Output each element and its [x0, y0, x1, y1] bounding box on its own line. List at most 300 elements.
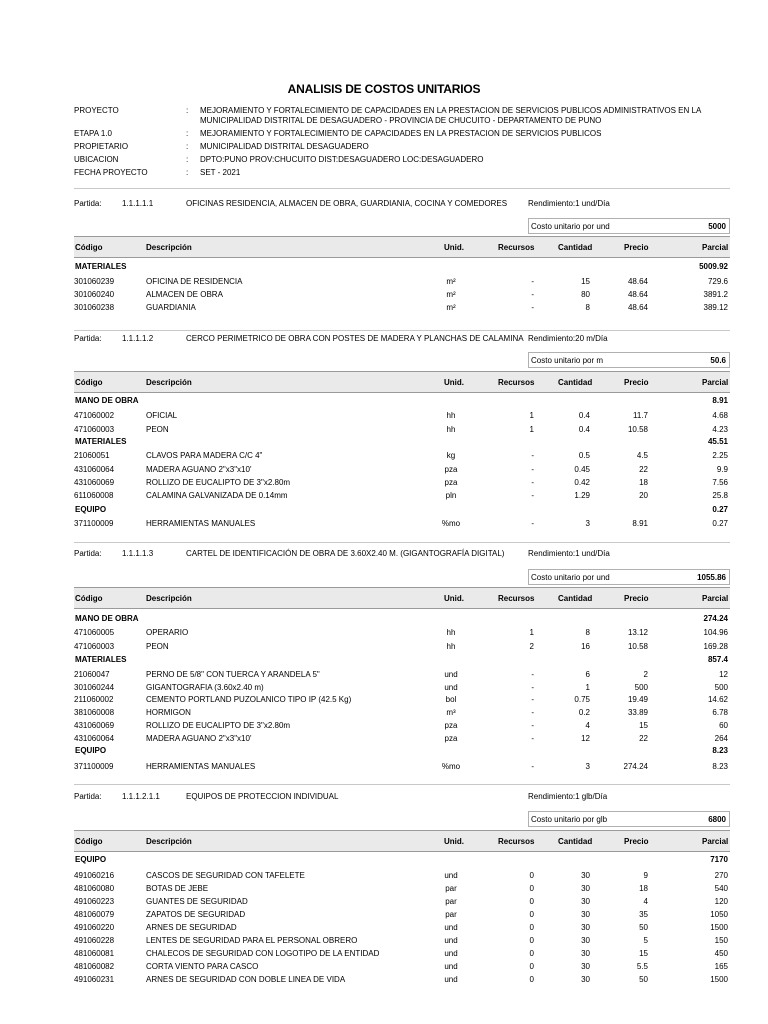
cell-recursos: - [531, 465, 534, 474]
table-row [74, 518, 730, 530]
unit-cost-value: 5000 [708, 222, 726, 231]
cell-precio: 18 [639, 478, 648, 487]
cell-cantidad: 1.29 [574, 491, 590, 500]
header-recursos: Recursos [498, 378, 535, 387]
header-descripcion: Descripción [146, 243, 192, 252]
group-name: MATERIALES [75, 437, 127, 446]
resource-group-header [74, 854, 730, 866]
cell-parcial: 4.68 [712, 411, 728, 420]
cell-codigo: 371100009 [74, 762, 114, 771]
cell-descripcion: ARNES DE SEGURIDAD CON DOBLE LINEA DE VIDA [146, 975, 346, 984]
unit-cost-label: Costo unitario por glb [531, 815, 608, 824]
cell-descripcion: PERNO DE 5/8" CON TUERCA Y ARANDELA 5" [146, 670, 320, 679]
partida-label: Partida: [74, 199, 102, 208]
cell-codigo: 21060051 [74, 451, 110, 460]
cell-precio: 500 [634, 683, 648, 692]
cell-unid: hh [446, 425, 456, 434]
header-key: FECHA PROYECTO [74, 168, 148, 177]
unit-cost-box [528, 218, 730, 234]
cell-recursos: 0 [529, 897, 534, 906]
cell-recursos: 0 [529, 871, 534, 880]
cell-unid: kg [446, 451, 456, 460]
header-precio: Precio [624, 243, 649, 252]
cell-precio: 22 [639, 734, 648, 743]
section-divider [74, 784, 730, 785]
header-key: UBICACION [74, 155, 119, 164]
cell-codigo: 491060228 [74, 936, 115, 945]
group-name: MATERIALES [75, 655, 127, 664]
cell-descripcion: CHALECOS DE SEGURIDAD CON LOGOTIPO DE LA ENTIDAD [146, 949, 380, 958]
table-row [74, 935, 730, 947]
cell-codigo: 431060069 [74, 721, 115, 730]
cell-cantidad: 3 [585, 519, 590, 528]
table-row [74, 707, 730, 719]
header-value: SET - 2021 [200, 168, 241, 177]
cell-cantidad: 30 [581, 884, 590, 893]
table-row [74, 922, 730, 934]
cell-descripcion: GIGANTOGRAFIA (3.60x2.40 m) [146, 683, 264, 692]
cell-descripcion: BOTAS DE JEBE [146, 884, 209, 893]
header-colon: : [186, 142, 189, 151]
cell-codigo: 471060005 [74, 628, 115, 637]
partida-label: Partida: [74, 334, 102, 343]
cell-cantidad: 0.2 [578, 708, 590, 717]
cell-precio: 35 [639, 910, 648, 919]
cell-codigo: 491060220 [74, 923, 115, 932]
table-row [74, 682, 730, 694]
cell-recursos: 0 [529, 962, 534, 971]
cell-cantidad: 0.75 [574, 695, 590, 704]
cell-cantidad: 0.45 [574, 465, 590, 474]
cell-unid: par [445, 897, 457, 906]
cell-parcial: 60 [719, 721, 728, 730]
table-row [74, 464, 730, 476]
cell-unid: und [444, 923, 458, 932]
cell-recursos: - [531, 491, 534, 500]
section-divider [74, 542, 730, 543]
header-row-fecha [74, 168, 734, 178]
cell-recursos: 0 [529, 936, 534, 945]
unit-cost-value: 6800 [708, 815, 726, 824]
cell-recursos: - [531, 478, 534, 487]
cell-parcial: 104.96 [703, 628, 728, 637]
cell-recursos: - [531, 451, 534, 460]
cell-codigo: 481060081 [74, 949, 115, 958]
partida-row [74, 791, 730, 803]
header-recursos: Recursos [498, 594, 535, 603]
partida-description: EQUIPOS DE PROTECCION INDIVIDUAL [186, 792, 339, 801]
cell-precio: 33.89 [627, 708, 648, 717]
cell-cantidad: 0.42 [574, 478, 590, 487]
partida-label: Partida: [74, 549, 102, 558]
cell-codigo: 211060002 [74, 695, 114, 704]
table-row [74, 641, 730, 653]
cell-precio: 48.64 [627, 303, 648, 312]
partida-label: Partida: [74, 792, 102, 801]
cell-unid: pza [444, 721, 458, 730]
section-divider [74, 330, 730, 331]
cell-recursos: 1 [529, 411, 534, 420]
group-total: 0.27 [712, 505, 728, 514]
cell-precio: 10.58 [627, 642, 648, 651]
cell-unid: hh [446, 642, 456, 651]
cell-parcial: 14.62 [707, 695, 728, 704]
cell-recursos: 0 [529, 910, 534, 919]
cell-precio: 8.91 [632, 519, 648, 528]
header-value: MUNICIPALIDAD DISTRITAL DESAGUADERO [200, 142, 369, 151]
table-row [74, 761, 730, 773]
cell-cantidad: 30 [581, 897, 590, 906]
partida-number: 1.1.1.1.1 [122, 199, 154, 208]
partida-row [74, 333, 730, 345]
cell-unid: bol [445, 695, 457, 704]
cell-unid: und [444, 975, 458, 984]
cell-codigo: 491060231 [74, 975, 115, 984]
cell-cantidad: 30 [581, 975, 590, 984]
cell-codigo: 21060047 [74, 670, 110, 679]
resource-group-header [74, 436, 730, 448]
cell-precio: 274.24 [623, 762, 648, 771]
cell-unid: hh [446, 628, 456, 637]
cell-precio: 48.64 [627, 290, 648, 299]
partida-row [74, 198, 730, 210]
header-precio: Precio [624, 837, 649, 846]
table-row [74, 477, 730, 489]
table-row [74, 627, 730, 639]
cell-parcial: 450 [714, 949, 728, 958]
resource-group-header [74, 261, 730, 273]
cell-recursos: - [531, 762, 534, 771]
table-row [74, 490, 730, 502]
cell-codigo: 491060216 [74, 871, 115, 880]
cell-descripcion: CALAMINA GALVANIZADA DE 0.14mm [146, 491, 288, 500]
resource-group-header [74, 745, 730, 757]
cell-recursos: - [531, 290, 534, 299]
table-row [74, 424, 730, 436]
partida-description: OFICINAS RESIDENCIA, ALMACEN DE OBRA, GUARDIANIA, COCINA Y COMEDORES [186, 199, 508, 208]
cell-codigo: 381060008 [74, 708, 115, 717]
partida-number: 1.1.1.1.2 [122, 334, 154, 343]
cell-parcial: 1050 [710, 910, 728, 919]
table-row [74, 410, 730, 422]
cell-codigo: 371100009 [74, 519, 114, 528]
header-row-etapa [74, 129, 734, 139]
cell-unid: pza [444, 478, 458, 487]
cell-precio: 48.64 [627, 277, 648, 286]
cell-precio: 50 [639, 975, 648, 984]
unit-cost-value: 1055.86 [697, 573, 726, 582]
header-codigo: Código [75, 243, 103, 252]
cell-unid: m² [446, 277, 456, 286]
cell-cantidad: 1 [585, 683, 590, 692]
table-row [74, 289, 730, 301]
cell-cantidad: 30 [581, 962, 590, 971]
table-row [74, 948, 730, 960]
unit-cost-box [528, 569, 730, 585]
header-row-proyecto [74, 106, 734, 126]
cell-recursos: - [531, 734, 534, 743]
cell-unid: pln [445, 491, 457, 500]
partida-rendimiento: Rendimiento:1 und/Día [528, 549, 610, 558]
cell-parcial: 1500 [710, 975, 728, 984]
cell-parcial: 1500 [710, 923, 728, 932]
group-name: MANO DE OBRA [75, 614, 139, 623]
table-row [74, 974, 730, 986]
cell-descripcion: PEON [146, 425, 169, 434]
header-parcial: Parcial [702, 243, 729, 252]
group-total: 857.4 [707, 655, 728, 664]
partida-number: 1.1.1.1.3 [122, 549, 154, 558]
cell-unid: par [445, 910, 457, 919]
cell-descripcion: HERRAMIENTAS MANUALES [146, 762, 256, 771]
cell-recursos: 1 [529, 425, 534, 434]
resource-group-header [74, 654, 730, 666]
cell-precio: 4.5 [636, 451, 648, 460]
cell-parcial: 264 [714, 734, 728, 743]
cell-codigo: 301060240 [74, 290, 115, 299]
cell-cantidad: 8 [585, 628, 590, 637]
header-colon: : [186, 106, 189, 115]
cell-parcial: 3891.2 [703, 290, 728, 299]
cell-precio: 15 [639, 721, 648, 730]
cell-cantidad: 8 [585, 303, 590, 312]
cell-recursos: 0 [529, 975, 534, 984]
unit-cost-label: Costo unitario por und [531, 573, 610, 582]
cell-recursos: - [531, 721, 534, 730]
cell-cantidad: 0.4 [578, 411, 590, 420]
cell-cantidad: 12 [581, 734, 590, 743]
table-row [74, 883, 730, 895]
cell-cantidad: 30 [581, 910, 590, 919]
cell-descripcion: GUARDIANIA [146, 303, 196, 312]
resource-group-header [74, 395, 730, 407]
unit-cost-box [528, 352, 730, 368]
cell-descripcion: OFICIAL [146, 411, 178, 420]
header-parcial: Parcial [702, 837, 729, 846]
cell-codigo: 491060223 [74, 897, 115, 906]
cell-precio: 22 [639, 465, 648, 474]
unit-cost-label: Costo unitario por m [531, 356, 604, 365]
cell-codigo: 471060003 [74, 425, 115, 434]
header-cantidad: Cantidad [558, 837, 593, 846]
header-descripcion: Descripción [146, 837, 192, 846]
header-unid: Unid. [444, 594, 464, 603]
cell-precio: 15 [639, 949, 648, 958]
cell-precio: 2 [643, 670, 648, 679]
cell-codigo: 471060002 [74, 411, 115, 420]
cell-unid: und [444, 670, 458, 679]
cell-parcial: 500 [714, 683, 728, 692]
cell-descripcion: ZAPATOS DE SEGURIDAD [146, 910, 246, 919]
cell-parcial: 729.6 [707, 277, 728, 286]
cell-cantidad: 6 [585, 670, 590, 679]
cell-unid: par [445, 884, 457, 893]
cell-recursos: 0 [529, 949, 534, 958]
cell-descripcion: HORMIGON [146, 708, 191, 717]
partida-row [74, 548, 730, 560]
header-parcial: Parcial [702, 594, 729, 603]
cell-descripcion: MADERA AGUANO 2"x3"x10' [146, 734, 252, 743]
cell-parcial: 270 [714, 871, 728, 880]
cell-unid: hh [446, 411, 456, 420]
cell-descripcion: ALMACEN DE OBRA [146, 290, 223, 299]
header-colon: : [186, 155, 189, 164]
cell-codigo: 431060064 [74, 734, 115, 743]
group-name: MANO DE OBRA [75, 396, 139, 405]
cell-precio: 18 [639, 884, 648, 893]
group-total: 8.23 [712, 746, 728, 755]
header-row-propietario [74, 142, 734, 152]
unit-cost-box [528, 811, 730, 827]
group-name: EQUIPO [75, 505, 107, 514]
cell-descripcion: CASCOS DE SEGURIDAD CON TAFELETE [146, 871, 305, 880]
cell-precio: 5 [643, 936, 648, 945]
cell-descripcion: OFICINA DE RESIDENCIA [146, 277, 243, 286]
table-row [74, 669, 730, 681]
cell-recursos: - [531, 695, 534, 704]
header-cantidad: Cantidad [558, 243, 593, 252]
cell-descripcion: CEMENTO PORTLAND PUZOLANICO TIPO IP (42.5 Kg) [146, 695, 352, 704]
cell-parcial: 25.8 [712, 491, 728, 500]
cell-parcial: 6.78 [712, 708, 728, 717]
group-name: EQUIPO [75, 855, 107, 864]
resource-group-header [74, 504, 730, 516]
group-total: 5009.92 [699, 262, 728, 271]
cell-parcial: 165 [714, 962, 728, 971]
cell-unid: m² [446, 290, 456, 299]
cell-recursos: 0 [529, 884, 534, 893]
cell-cantidad: 4 [585, 721, 590, 730]
cell-descripcion: ROLLIZO DE EUCALIPTO DE 3"x2.80m [146, 721, 291, 730]
header-row-ubicacion [74, 155, 734, 165]
header-descripcion: Descripción [146, 594, 192, 603]
cell-descripcion: CLAVOS PARA MADERA C/C 4" [146, 451, 263, 460]
cell-recursos: - [531, 670, 534, 679]
header-key: ETAPA 1.0 [74, 129, 112, 138]
header-precio: Precio [624, 378, 649, 387]
unit-cost-value: 50.6 [710, 356, 726, 365]
cell-descripcion: ARNES DE SEGURIDAD [146, 923, 237, 932]
header-codigo: Código [75, 837, 103, 846]
cell-unid: und [444, 936, 458, 945]
cell-parcial: 389.12 [703, 303, 728, 312]
cell-precio: 10.58 [627, 425, 648, 434]
header-parcial: Parcial [702, 378, 729, 387]
cell-codigo: 301060244 [74, 683, 115, 692]
cell-cantidad: 30 [581, 923, 590, 932]
cell-parcial: 0.27 [712, 519, 728, 528]
section-divider [74, 188, 730, 189]
unit-cost-label: Costo unitario por und [531, 222, 610, 231]
cell-cantidad: 30 [581, 871, 590, 880]
group-total: 45.51 [707, 437, 728, 446]
cell-descripcion: HERRAMIENTAS MANUALES [146, 519, 256, 528]
cell-descripcion: PEON [146, 642, 169, 651]
cell-codigo: 301060238 [74, 303, 115, 312]
cell-descripcion: LENTES DE SEGURIDAD PARA EL PERSONAL OBRERO [146, 936, 358, 945]
table-row [74, 896, 730, 908]
cell-descripcion: MADERA AGUANO 2"x3"x10' [146, 465, 252, 474]
cell-codigo: 481060079 [74, 910, 115, 919]
table-header [74, 587, 730, 609]
group-total: 7170 [710, 855, 728, 864]
cell-codigo: 301060239 [74, 277, 115, 286]
cell-cantidad: 0.4 [578, 425, 590, 434]
cell-unid: pza [444, 734, 458, 743]
cell-unid: m³ [446, 708, 456, 717]
cell-recursos: 1 [529, 628, 534, 637]
cell-precio: 50 [639, 923, 648, 932]
cell-unid: und [444, 683, 458, 692]
partida-description: CARTEL DE IDENTIFICACIÓN DE OBRA DE 3.60X2.40 M. (GIGANTOGRAFÍA DIGITAL) [186, 549, 505, 558]
cell-recursos: - [531, 683, 534, 692]
cell-parcial: 8.23 [712, 762, 728, 771]
header-value: MEJORAMIENTO Y FORTALECIMIENTO DE CAPACIDADES EN LA PRESTACION DE SERVICIOS PUBLICOS [200, 129, 602, 138]
cell-cantidad: 0.5 [578, 451, 590, 460]
cell-recursos: 2 [529, 642, 534, 651]
cell-precio: 20 [639, 491, 648, 500]
partida-rendimiento: Rendimiento:20 m/Día [528, 334, 608, 343]
cell-parcial: 12 [719, 670, 728, 679]
header-key: PROPIETARIO [74, 142, 129, 151]
partida-rendimiento: Rendimiento:1 glb/Día [528, 792, 608, 801]
header-key: PROYECTO [74, 106, 119, 115]
cell-recursos: - [531, 519, 534, 528]
cell-precio: 13.12 [627, 628, 648, 637]
cell-codigo: 611060008 [74, 491, 114, 500]
cell-recursos: - [531, 303, 534, 312]
cell-recursos: - [531, 277, 534, 286]
table-row [74, 450, 730, 462]
header-unid: Unid. [444, 837, 464, 846]
header-value: DPTO:PUNO PROV:CHUCUITO DIST:DESAGUADERO LOC:DESAGUADERO [200, 155, 484, 164]
header-descripcion: Descripción [146, 378, 192, 387]
group-total: 8.91 [712, 396, 728, 405]
header-codigo: Código [75, 594, 103, 603]
header-colon: : [186, 168, 189, 177]
header-recursos: Recursos [498, 837, 535, 846]
table-row [74, 961, 730, 973]
cell-precio: 11.7 [633, 411, 648, 420]
table-row [74, 870, 730, 882]
header-unid: Unid. [444, 378, 464, 387]
cell-parcial: 540 [714, 884, 728, 893]
cell-parcial: 9.9 [716, 465, 728, 474]
cell-unid: und [444, 871, 458, 880]
cell-unid: und [444, 949, 458, 958]
partida-description: CERCO PERIMETRICO DE OBRA CON POSTES DE MADERA Y PLANCHAS DE CALAMINA [186, 334, 524, 343]
cell-unid: und [444, 962, 458, 971]
cell-descripcion: CORTA VIENTO PARA CASCO [146, 962, 259, 971]
cell-precio: 9 [643, 871, 648, 880]
partida-rendimiento: Rendimiento:1 und/Día [528, 199, 610, 208]
cell-recursos: 0 [529, 923, 534, 932]
cell-cantidad: 16 [581, 642, 590, 651]
cell-precio: 19.49 [627, 695, 648, 704]
cell-unid: %mo [441, 519, 461, 528]
table-row [74, 733, 730, 745]
header-cantidad: Cantidad [558, 594, 593, 603]
cell-unid: pza [444, 465, 458, 474]
resource-group-header [74, 613, 730, 625]
cell-precio: 4 [643, 897, 648, 906]
page-title: ANALISIS DE COSTOS UNITARIOS [287, 82, 481, 96]
cell-cantidad: 30 [581, 936, 590, 945]
cell-parcial: 2.25 [712, 451, 728, 460]
table-header [74, 236, 730, 258]
cell-cantidad: 15 [581, 277, 590, 286]
cell-codigo: 471060003 [74, 642, 115, 651]
